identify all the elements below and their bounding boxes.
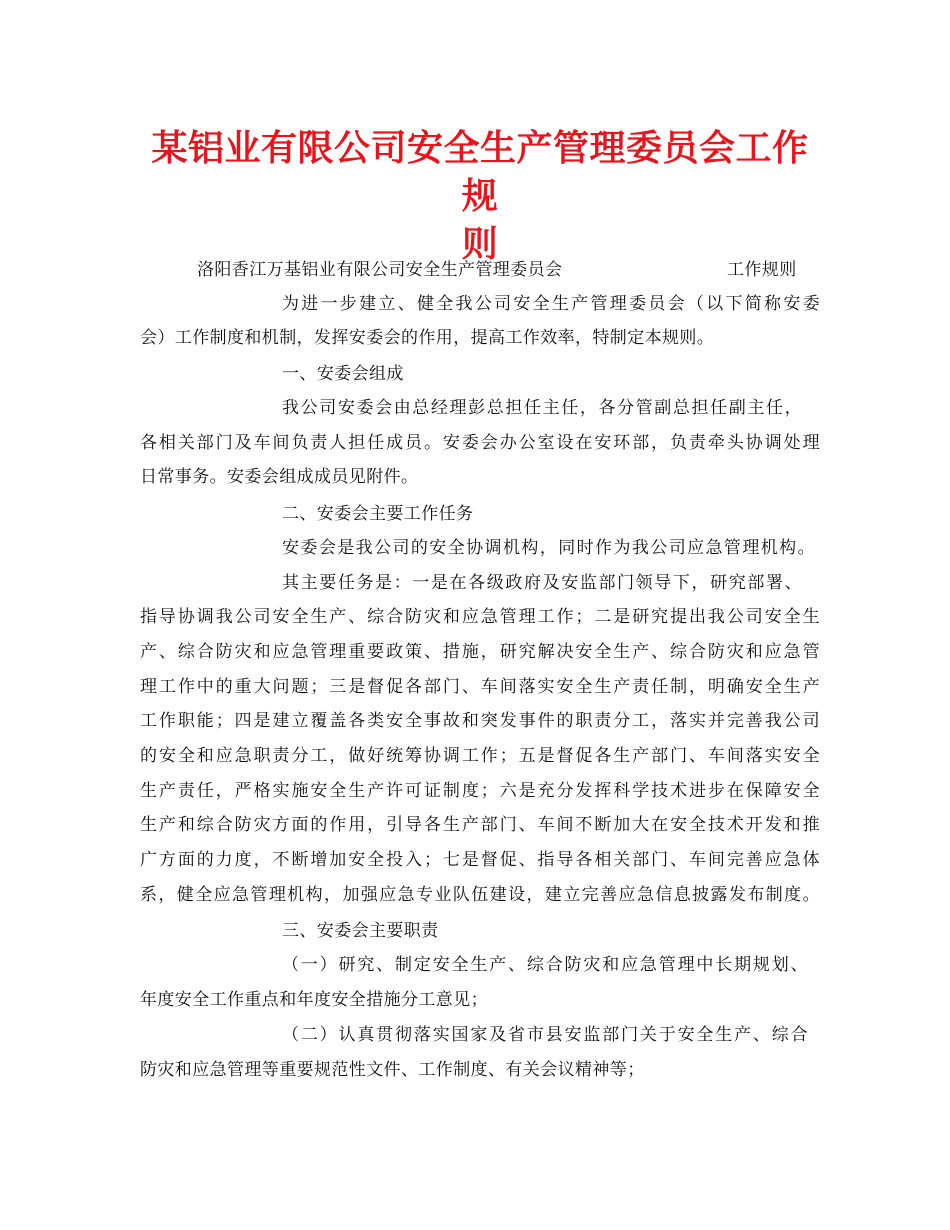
paragraph-line: 各相关部门及车间负责人担任成员。安委会办公室设在安环部，负责牵头协调处理: [140, 433, 820, 453]
paragraph-line: 年度安全工作重点和年度安全措施分工意见；: [140, 990, 488, 1010]
paragraph-line: 广方面的力度，不断增加安全投入；七是督促、指导各相关部门、车间完善应急体: [140, 850, 820, 870]
paragraph-line: 我公司安委会由总经理彭总担任主任，各分管副总担任副主任，: [282, 398, 802, 418]
title-line-1: 某铝业有限公司安全生产管理委员会工作规: [151, 127, 809, 217]
paragraph-line: 理工作中的重大问题；三是督促各部门、车间落实安全生产责任制，明确安全生产: [140, 677, 820, 697]
paragraph-line: 产、综合防灾和应急管理重要政策、措施，研究解决安全生产、综合防灾和应急管: [140, 642, 820, 662]
paragraph-line: 防灾和应急管理等重要规范性文件、工作制度、有关会议精神等；: [140, 1060, 645, 1080]
paragraph-line: 会）工作制度和机制，发挥安委会的作用，提高工作效率，特制定本规则。: [140, 328, 715, 348]
section-heading: 一、安委会组成: [282, 364, 404, 384]
paragraph-line: 安委会是我公司的安全协调机构，同时作为我公司应急管理机构。: [282, 538, 815, 558]
paragraph-line: 的安全和应急职责分工，做好统筹协调工作；五是督促各生产部门、车间落实安全: [140, 746, 820, 766]
paragraph-line: 日常事务。安委会组成成员见附件。: [140, 467, 419, 487]
paragraph-line: 为进一步建立、健全我公司安全生产管理委员会（以下简称安委: [282, 294, 820, 314]
header-right-text: 工作规则: [727, 260, 797, 280]
header-left-text: 洛阳香江万基铝业有限公司安全生产管理委员会: [197, 260, 563, 280]
paragraph-line: 指导协调我公司安全生产、综合防灾和应急管理工作；二是研究提出我公司安全生: [140, 607, 820, 627]
section-heading: 二、安委会主要工作任务: [282, 504, 474, 524]
section-heading: 三、安委会主要职责: [282, 921, 439, 941]
paragraph-line: 生产和综合防灾方面的作用，引导各生产部门、车间不断加大在安全技术开发和推: [140, 815, 820, 835]
paragraph-line: 其主要任务是：一是在各级政府及安监部门领导下，研究部署、: [282, 573, 802, 593]
paragraph-line: （一）研究、制定安全生产、综合防灾和应急管理中长期规划、: [282, 955, 808, 975]
paragraph-line: 系，健全应急管理机构，加强应急专业队伍建设，建立完善应急信息披露发布制度。: [140, 885, 820, 905]
paragraph-line: 工作职能；四是建立覆盖各类安全事故和突发事件的职责分工，落实并完善我公司: [140, 711, 820, 731]
paragraph-line: （二）认真贯彻落实国家及省市县安监部门关于安全生产、综合: [282, 1025, 808, 1045]
document-title: [140, 124, 820, 268]
title-line-2: 则: [461, 223, 499, 265]
paragraph-line: 生产责任，严格实施安全生产许可证制度；六是充分发挥科学技术进步在保障安全: [140, 781, 820, 801]
